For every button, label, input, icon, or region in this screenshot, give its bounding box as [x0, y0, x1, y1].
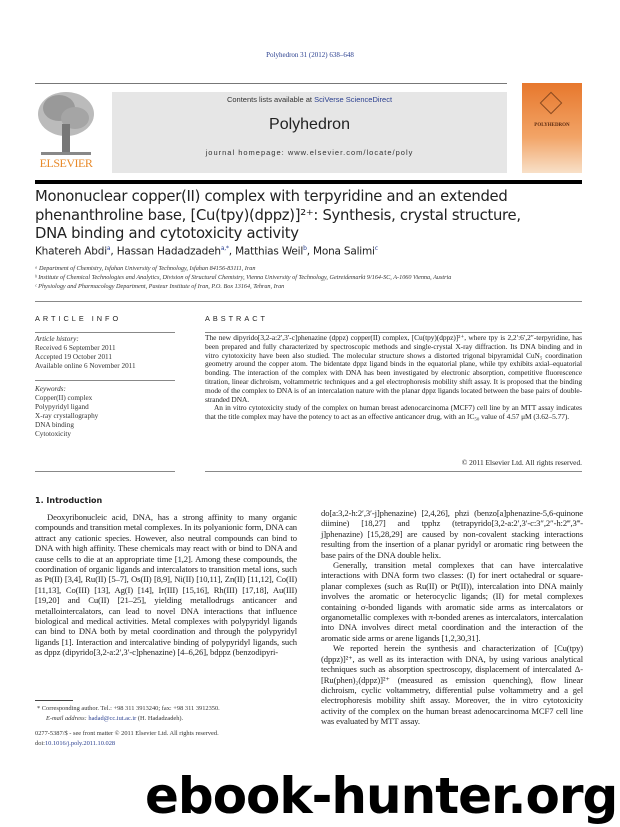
journal-homepage[interactable]: journal homepage: www.elsevier.com/locate/poly — [205, 148, 414, 157]
journal-cover — [522, 83, 582, 173]
divider — [35, 332, 175, 333]
history-accepted: Accepted 19 October 2011 — [35, 353, 112, 361]
body-paragraph: Generally, transition metal complexes that can have intercalative interactions with DNA form two classes: (I) for inert octahedral or square-planar complexes (such as Ru(II) or Pt(II)), intercalation into DNA mainly involves the aromatic or heterocyclic ligands; (II) for metal complexes containing σ-bonded ligands with aromatic side arms as intercalators or organometallic complexes with π-bonded arenes as intercalators, intercalation into DNA involves direct metal coordination and the interaction of the aromatic side arms or arene ligands [1,2,30,31]. — [321, 560, 583, 643]
email-link[interactable]: hadad@cc.iut.ac.ir — [88, 715, 137, 722]
history-received: Received 6 September 2011 — [35, 344, 116, 352]
keyword: X-ray crystallography — [35, 412, 99, 420]
issn-line: 0277-5387/$ - see front matter © 2011 Elsevier Ltd. All rights reserved. — [35, 730, 219, 737]
author-affiliation-mark[interactable]: c — [374, 245, 378, 252]
keywords-label: Keywords: — [35, 385, 66, 393]
abstract-paragraph: The new dipyrido[3,2-a:2′,3′-c]phenazine (dppz) copper(II) complex, [Cu(tpy)(dppz)]²⁺, where tpy is 2,2′:6′,2″-terpyridine, has been prepared and fully characterized by spectroscopic methods and single-crystal X-ray diffraction. Its DNA binding and in vitro cytotoxicity have been also studied. The molecular structure shows a distorted trigonal bipyramidal CuN₅ coordination geometry around the copper atom. The bidentate dppz ligand binds in the equatorial plane, while tpy exhibits axial–equatorial bonding. The interaction of the complex with DNA has been investigated by electronic absorption, competitive fluorescence titration, linear dichroism, voltammetric techniques and a gel electrophoresis mobility shift assay. It is proposed that the binding mode of the complex to DNA is of an intercalation nature with the planar dppz ligands located between the base pairs of double-stranded DNA. — [205, 333, 582, 404]
divider — [35, 83, 507, 84]
cover-title: POLYHEDRON — [534, 123, 570, 128]
author-affiliation-mark[interactable]: a — [106, 245, 111, 252]
corresponding-author-note: * Corresponding author. Tel.: +98 311 3913240; fax: +98 311 3912350. — [37, 705, 220, 712]
article-title: Mononuclear copper(II) complex with terpyridine and an extended phenanthroline base, [Cu(tpy)(dppz)]²⁺: Synthesis, crystal structure, DNA binding and cytotoxicity activity — [35, 188, 521, 242]
copyright: © 2011 Elsevier Ltd. All rights reserved. — [461, 458, 582, 467]
author[interactable]: Mona Salimi — [312, 245, 375, 258]
affiliation: ᵇ Institute of Chemical Technologies and Analytics, Division of Structural Chemistry, Vienna University of Technology, Getreidemarkt 9/164-SC, A-1060 Vienna, Austria — [35, 274, 452, 281]
author-affiliation-mark[interactable]: a,* — [220, 245, 229, 252]
journal-reference[interactable]: Polyhedron 31 (2012) 638–648 — [266, 51, 354, 59]
abstract-body — [205, 334, 582, 422]
author[interactable]: Matthias Weil — [235, 245, 304, 258]
keywords — [35, 385, 175, 439]
doi-prefix: doi: — [35, 740, 45, 747]
abstract-heading: ABSTRACT — [205, 314, 268, 323]
doi-link[interactable]: 10.1016/j.poly.2011.10.028 — [44, 740, 116, 747]
right-column — [321, 508, 583, 727]
divider — [35, 380, 175, 381]
affiliation: ᶜ Physiology and Pharmacology Department, Pasteur Institute of Iran, P.O. Box 13164, Tehran, Iran — [35, 283, 285, 290]
divider — [205, 471, 582, 472]
left-column — [35, 512, 297, 658]
divider — [35, 471, 175, 472]
author-affiliation-mark[interactable]: b — [303, 245, 307, 252]
body-paragraph: do[a:3,2-h:2′,3′-j]phenazine) [2,4,26], phzi (benzo[a]phenazine-5,6-quinone diimine) [18,27] and tpphz (tetrapyrido[3,2-a:2′,3′-c:3″,2″-h:2‴,3‴-j]phenazine) [15,28,29] are caused by non-covalent stacking interactions resulting from the insertion of a planar pyridyl or aromatic ring between the base pairs of the DNA double helix. — [321, 508, 583, 560]
keyword: Cytotoxicity — [35, 430, 71, 438]
email-suffix: (H. Hadadzadeh). — [136, 715, 184, 722]
doi-line — [35, 740, 115, 747]
author[interactable]: Khatereh Abdi — [35, 245, 107, 258]
article-history — [35, 335, 175, 371]
contents-line — [112, 95, 507, 104]
watermark: ebook-hunter.org — [145, 767, 618, 825]
sciencedirect-link[interactable]: SciVerse ScienceDirect — [314, 95, 393, 104]
abstract-paragraph: An in vitro cytotoxicity study of the complex on human breast adenocarcinoma (MCF7) cell line by an MTT assay indicates that the title complex may have the potency to act as an effective anticancer drug, with an IC₅₀ value of 4.57 μM (3.62–5.77). — [205, 403, 582, 422]
journal-banner — [112, 92, 507, 173]
divider — [35, 301, 582, 302]
publisher-logo-text: ELSEVIER — [39, 156, 93, 170]
author-list: Khatereh Abdi$^a$, Hassan Hadadzadeh$^{a,*}$, Matthias Weil$^b$, Mona Salimi$^c$ — [35, 245, 378, 258]
article-info-heading: ARTICLE INFO — [35, 314, 122, 323]
elsevier-logo — [35, 88, 97, 174]
header-divider — [35, 180, 582, 184]
history-online: Available online 6 November 2011 — [35, 362, 136, 370]
author[interactable]: Hassan Hadadzadeh — [116, 245, 221, 258]
section-heading: 1. Introduction — [35, 496, 103, 505]
body-paragraph: Deoxyribonucleic acid, DNA, has a strong affinity to many organic compounds and transition metal complexes. In its polyanionic form, DNA can attract any cationic species. However, also neutral compounds can bind to DNA with high affinity. These chemicals may react with or bind to DNA and cause cells to die at an appropriate time [1,2]. Among these compounds, the coordination of organic ligands and intercalators to transition metal ions, such as Pt(II) [3,4], Ru(II) [5–7], Os(II) [8,9], Ni(II) [10,11], Zn(II) [11,12], Co(II) [11,13], Co(III) [13], Ag(I) [14], Ir(III) [15,16], Rh(III) [17,18], Au(III) [19,20] and Cu(II) [21–25], yielding metallodrugs anticancer and metallointercalators, can lead to novel DNA interactions that influence biological and medical activities. Metal complexes with polypyridyl ligands can bind to DNA both by metal coordination and through the polypyridyl ligands [1]. Interaction and intercalative binding of polypyridyl ligands, such as dppz (dipyrido[3,2-a:2′,3′-c]phenazine) [4–6,26], bdppz (benzodipyri- — [35, 512, 297, 658]
keyword: Polypyridyl ligand — [35, 403, 89, 411]
email-label: E-mail address: — [46, 715, 89, 722]
keyword: Copper(II) complex — [35, 394, 93, 402]
footnote-divider — [35, 700, 73, 701]
affiliation: ᵃ Department of Chemistry, Isfahan University of Technology, Isfahan 84156-83111, Iran — [35, 265, 256, 272]
cover-emblem-icon — [540, 92, 563, 115]
body-paragraph: We reported herein the synthesis and characterization of [Cu(tpy)(dppz)]²⁺, as well as its interaction with DNA, by using various analytical techniques such as absorption spectroscopy, displacement of intercalated Δ-[Ru(phen)₂(dppz)]²⁺ (measured as emission quenching), flow linear dichroism, cyclic voltammetry, differential pulse voltammetry and a gel electrophoresis mobility shift assay. Moreover, the in vitro cytotoxicity activity of the complex on the human breast adenocarcinoma MCF7 cell line was evaluated by MTT assay. — [321, 643, 583, 727]
contents-prefix: Contents lists available at — [226, 95, 315, 104]
email-note — [46, 715, 183, 722]
journal-name: Polyhedron — [269, 116, 350, 133]
keyword: DNA binding — [35, 421, 74, 429]
history-label: Article history: — [35, 335, 79, 343]
